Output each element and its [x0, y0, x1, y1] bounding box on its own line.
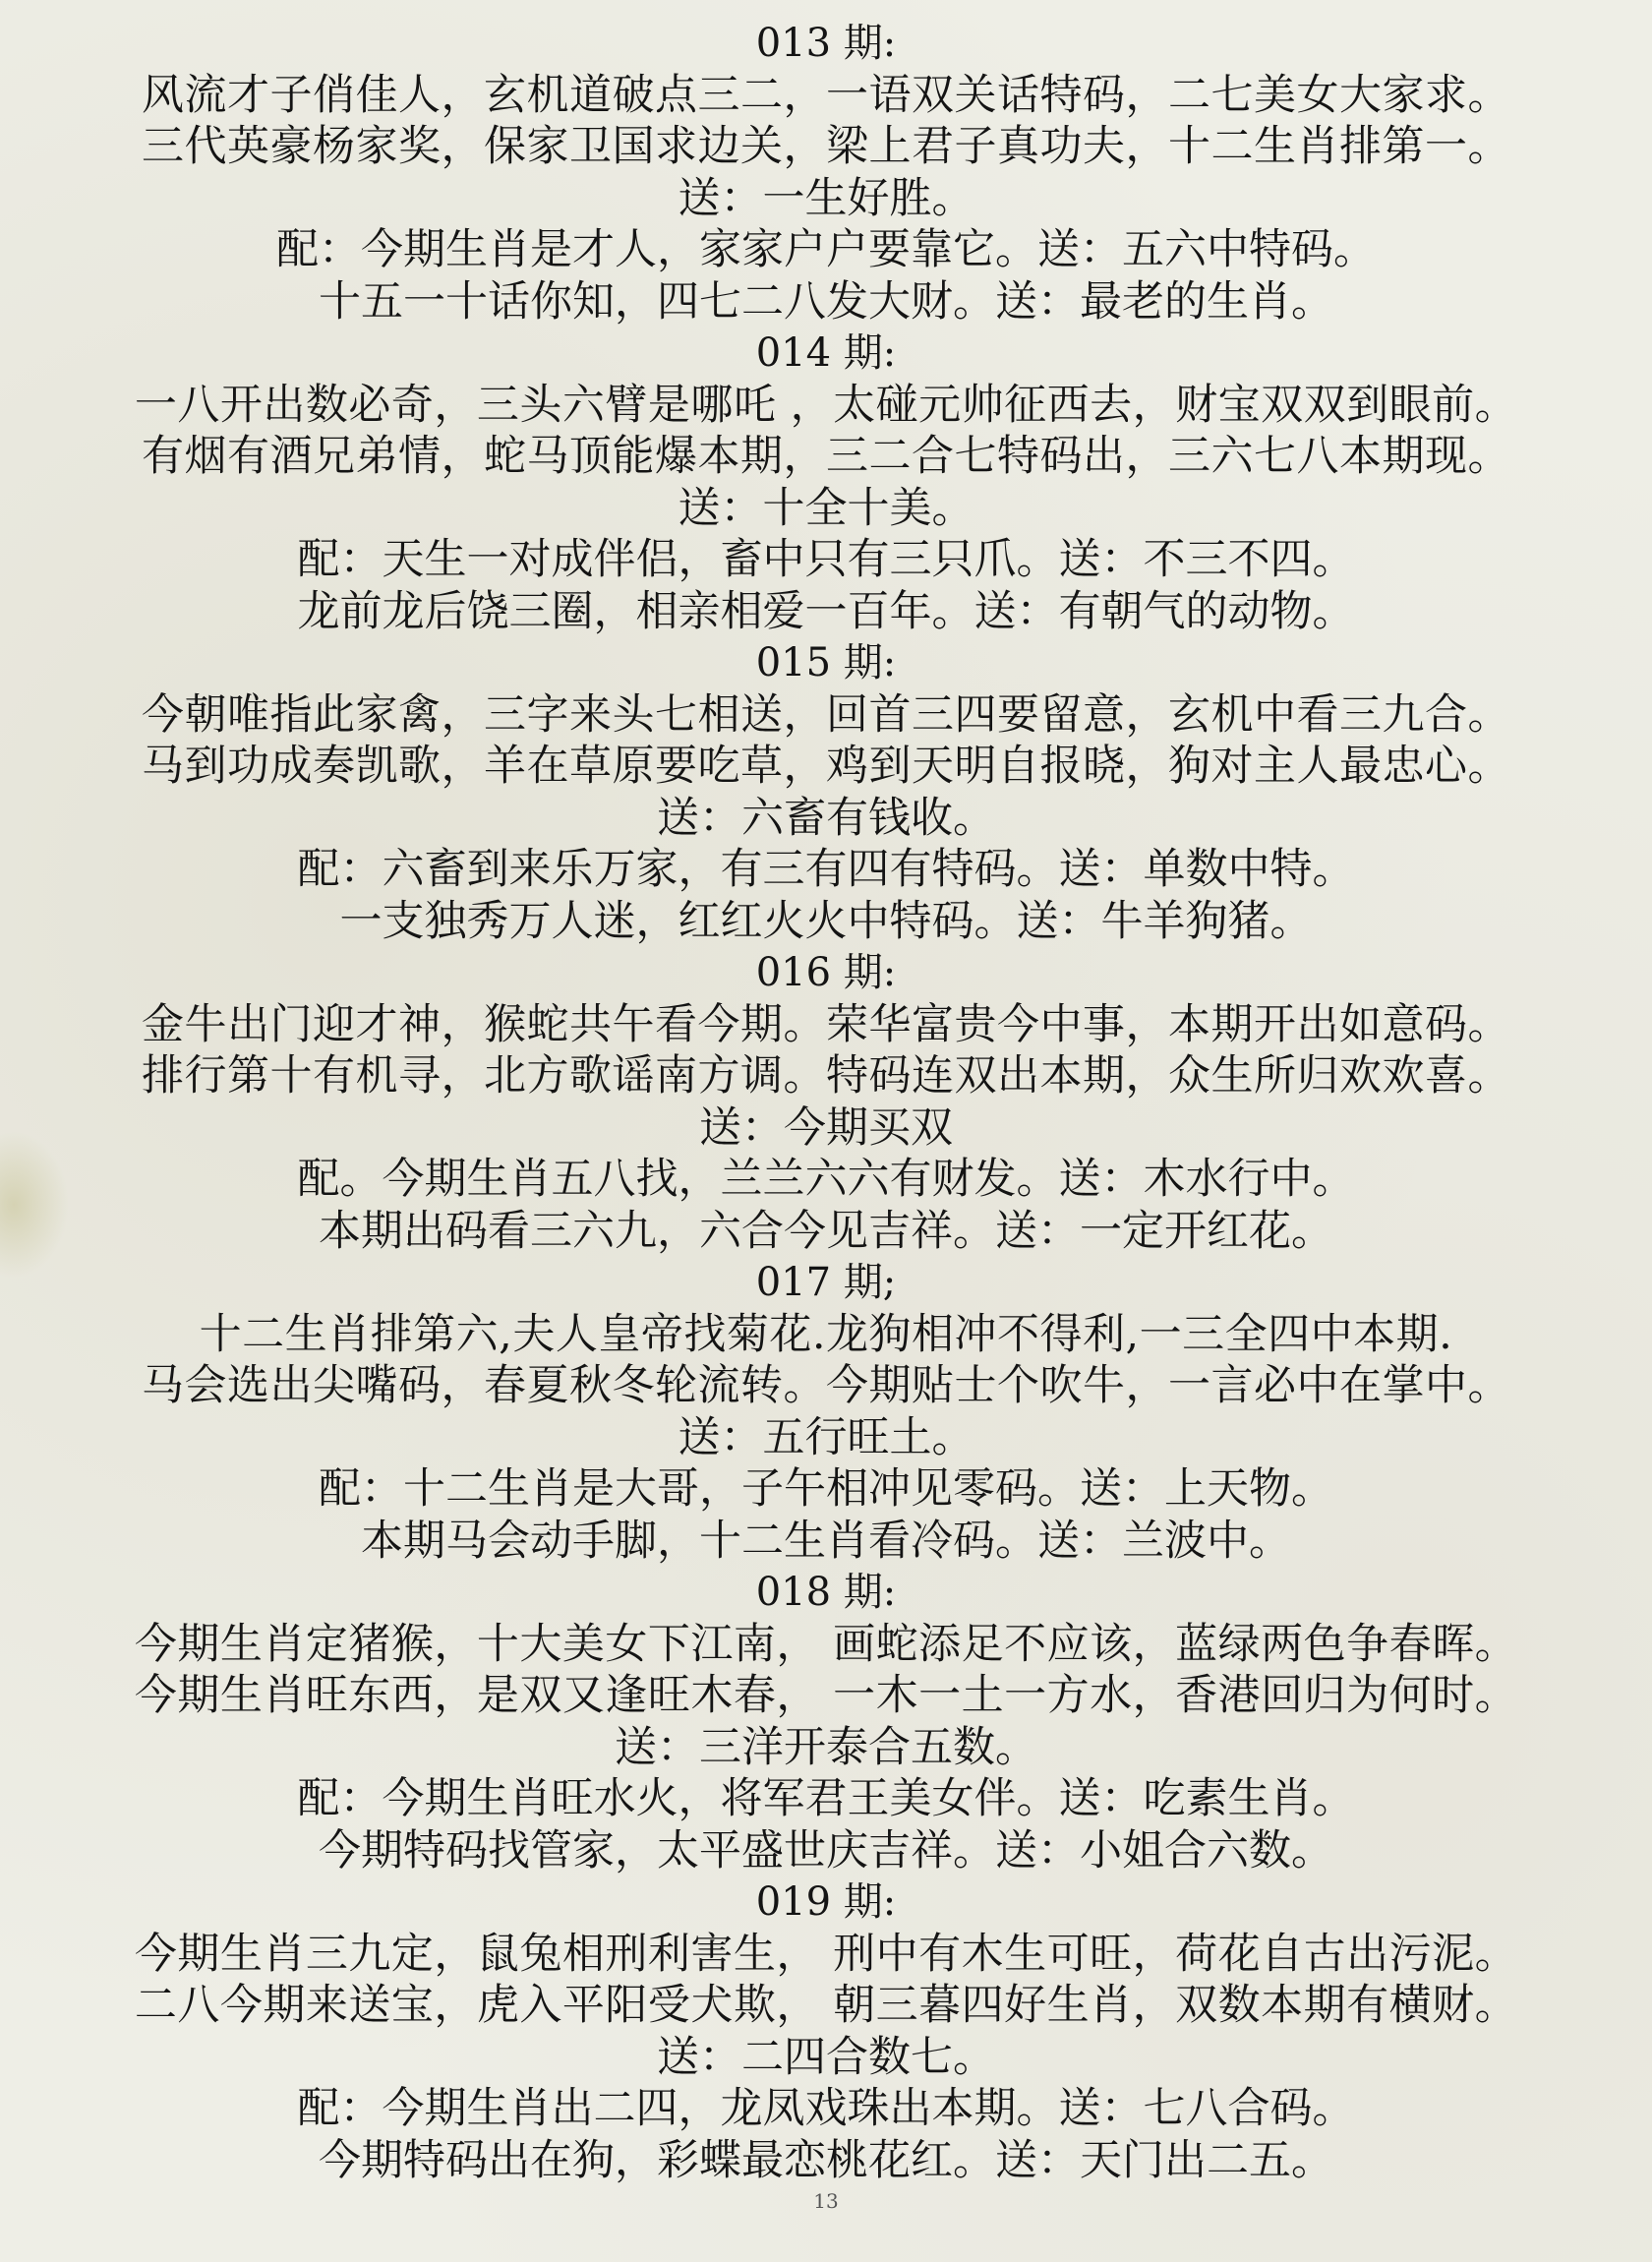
verse-line: 今期生肖定猪猴，十大美女下江南， 画蛇添足不应该，蓝绿两色争春晖。 [134, 1619, 1518, 1669]
verse-line: 一八开出数必奇，三头六臂是哪吒 ，太碰元帅征西去，财宝双双到眼前。 [134, 380, 1518, 430]
verse-line: 今期生肖旺东西，是双又逢旺木春， 一木一土一方水，香港回归为何时。 [134, 1671, 1518, 1720]
pair-line: 今期特码出在狗，彩蝶最恋桃花红。送：天门出二五。 [319, 2135, 1333, 2185]
send-line: 送：五行旺土。 [678, 1412, 974, 1462]
period-heading: 014 期: [755, 330, 897, 376]
send-line: 送：二四合数七。 [657, 2032, 995, 2082]
send-line: 送：一生好胜。 [678, 173, 974, 223]
pair-line: 配：六畜到来乐万家，有三有四有特码。送：单数中特。 [297, 845, 1355, 894]
period-heading: 018 期: [755, 1570, 897, 1615]
send-line: 送：今期买双 [699, 1102, 953, 1153]
period-heading: 016 期: [755, 950, 897, 995]
pair-line: 龙前龙后饶三圈，相亲相爱一百年。送：有朝气的动物。 [297, 586, 1355, 636]
pair-line: 今期特码找管家，太平盛世庆吉祥。送：小姐合六数。 [319, 1825, 1333, 1875]
prediction-text [35, 18, 1617, 2186]
pair-line: 配：今期生肖是才人，家家户户要靠它。送：五六中特码。 [276, 225, 1376, 274]
verse-line: 十二生肖排第六,夫人皇帝找菊花.龙狗相冲不得利,一三全四中本期. [199, 1309, 1453, 1359]
send-line: 送：六畜有钱收。 [657, 793, 995, 843]
verse-line: 马到功成奏凯歌，羊在草原要吃草，鸡到天明自报晓，狗对主人最忠心。 [142, 742, 1510, 791]
verse-line: 今期生肖三九定，鼠兔相刑利害生， 刑中有木生可旺，荷花自古出污泥。 [134, 1929, 1518, 1979]
pair-line: 配：十二生肖是大哥，子午相冲见零码。送：上天物。 [319, 1464, 1333, 1514]
verse-line: 金牛出门迎才神，猴蛇共午看今期。荣华富贵今中事，本期开出如意码。 [142, 999, 1510, 1049]
period-heading: 017 期; [755, 1260, 897, 1305]
page-number: 13 [813, 2189, 839, 2213]
verse-line: 二八今期来送宝，虎入平阳受犬欺， 朝三暮四好生肖，双数本期有横财。 [134, 1981, 1518, 2030]
verse-line: 马会选出尖嘴码，春夏秋冬轮流转。今期贴士个吹牛，一言必中在掌中。 [142, 1361, 1510, 1410]
verse-line: 有烟有酒兄弟情，蛇马顶能爆本期，三二合七特码出，三六七八本期现。 [142, 432, 1510, 481]
pair-line: 十五一十话你知，四七二八发大财。送：最老的生肖。 [319, 276, 1333, 327]
pair-line: 本期出码看三六九，六合今见吉祥。送：一定开红花。 [319, 1206, 1333, 1256]
pair-line: 一支独秀万人迷，红红火火中特码。送：牛羊狗猪。 [339, 896, 1313, 946]
verse-line: 今朝唯指此家禽，三字来头七相送，回首三四要留意，玄机中看三九合。 [142, 689, 1510, 740]
verse-line: 三代英豪杨家奖，保家卫国求边关，梁上君子真功夫，十二生肖排第一。 [142, 122, 1510, 171]
send-line: 送：三洋开泰合五数。 [615, 1722, 1037, 1772]
period-heading: 013 期: [755, 21, 897, 66]
pair-line: 配：今期生肖旺水火，将军君王美女伴。送：吃素生肖。 [297, 1774, 1355, 1823]
pair-line: 本期马会动手脚，十二生肖看冷码。送：兰波中。 [361, 1516, 1291, 1566]
period-heading: 015 期: [755, 640, 897, 685]
send-line: 送：十全十美。 [678, 483, 974, 533]
period-heading: 019 期: [755, 1879, 897, 1925]
pair-line: 配：天生一对成伴侣，畜中只有三只爪。送：不三不四。 [297, 535, 1355, 584]
verse-line: 排行第十有机寻，北方歌谣南方调。特码连双出本期，众生所归欢欢喜。 [142, 1051, 1510, 1101]
pair-line: 配：今期生肖出二四，龙凤戏珠出本期。送：七八合码。 [297, 2084, 1355, 2133]
pair-line: 配。今期生肖五八找，兰兰六六有财发。送：木水行中。 [297, 1155, 1355, 1204]
verse-line: 风流才子俏佳人，玄机道破点三二，一语双关话特码，二七美女大家求。 [142, 70, 1510, 120]
